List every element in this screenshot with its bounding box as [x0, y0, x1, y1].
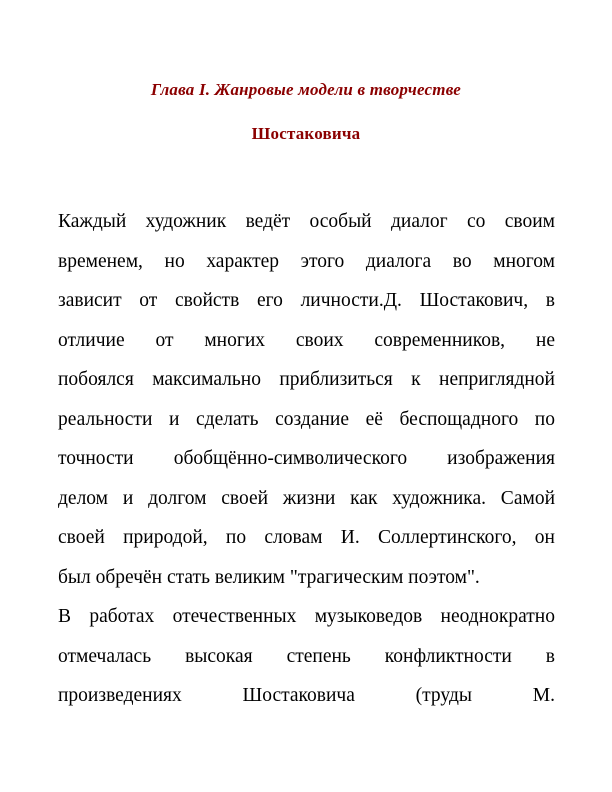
- body-paragraphs: [58, 202, 555, 716]
- chapter-title: Глава I. Жанровые модели в творчестве: [150, 80, 462, 99]
- body-line: делом и долгом своей жизни как художника. Самой: [58, 487, 555, 509]
- body-line: точности обобщённо-символического изображения: [58, 448, 555, 469]
- body-line: своей природой, по словам И. Соллертинского, он: [58, 527, 555, 548]
- body-line: побоялся максимально приблизиться к неприглядной: [58, 369, 555, 390]
- body-line: В работах отечественных музыковедов неоднократно: [58, 606, 555, 627]
- body-line: был обречён стать великим "трагическим поэтом".: [58, 566, 480, 588]
- body-line: реальности и сделать создание её беспощадного по: [58, 408, 555, 430]
- body-line: отмечалась высокая степень конфликтности в: [58, 645, 555, 667]
- body-line: произведениях Шостаковича (труды М.: [58, 685, 555, 706]
- chapter-title-continued: Шостаковича: [251, 124, 361, 143]
- body-line: Каждый художник ведёт особый диалог со своим: [58, 211, 555, 232]
- body-line: временем, но характер этого диалога во многом: [58, 250, 555, 272]
- body-line: зависит от свойств его личности.Д. Шостакович, в: [58, 290, 555, 311]
- body-line: отличие от многих своих современников, не: [58, 329, 555, 351]
